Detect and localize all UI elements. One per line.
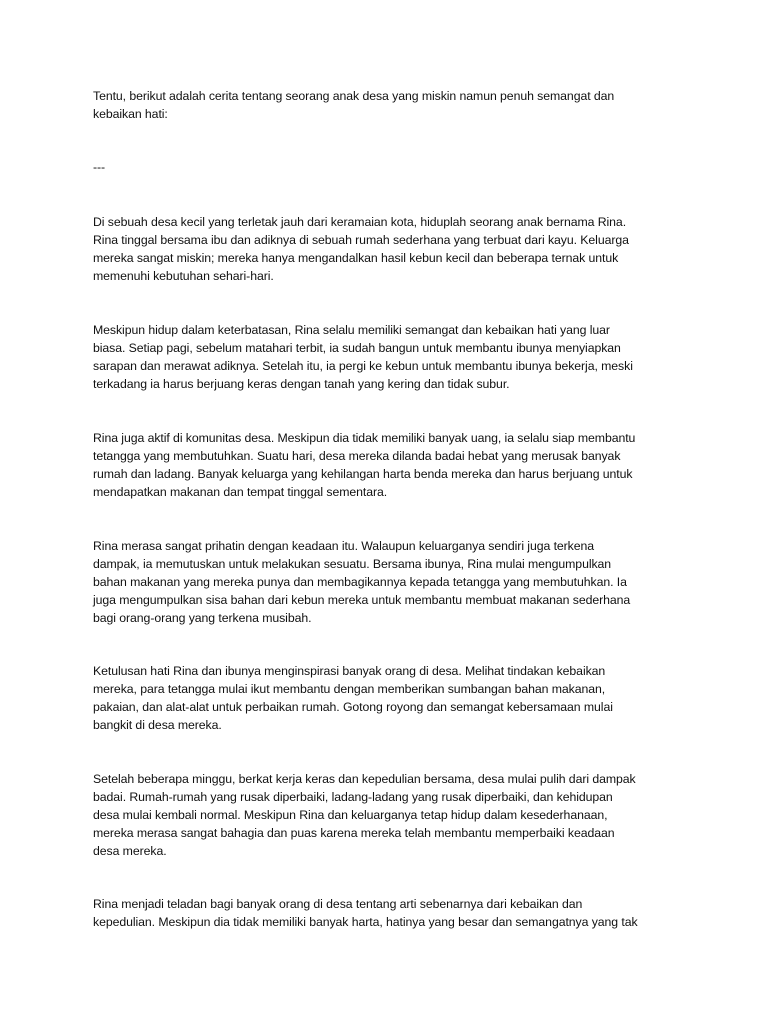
paragraph-line: mereka, para tetangga mulai ikut membantu dengan memberikan sumbangan bahan makanan, — [93, 682, 606, 696]
paragraph-line: juga mengumpulkan sisa bahan dari kebun mereka untuk membantu membuat makanan sederhana — [93, 593, 631, 607]
paragraph-line: rumah dan ladang. Banyak keluarga yang kehilangan harta benda mereka dan harus berjuang untuk — [93, 467, 633, 481]
paragraph-line: tetangga yang membutuhkan. Suatu hari, desa mereka dilanda badai hebat yang merusak banyak — [93, 449, 621, 463]
paragraph-line: bagi orang-orang yang terkena musibah. — [93, 611, 312, 625]
paragraph-line: mereka merasa sangat bahagia dan puas karena mereka telah membantu memperbaiki keadaan — [93, 826, 615, 840]
paragraph-line: biasa. Setiap pagi, sebelum matahari terbit, ia sudah bangun untuk membantu ibunya menyiapkan — [93, 341, 621, 355]
paragraph-line: Rina tinggal bersama ibu dan adiknya di sebuah rumah sederhana yang terbuat dari kayu. Keluarga — [93, 233, 629, 247]
separator: --- — [93, 160, 106, 174]
paragraph-line: Rina menjadi teladan bagi banyak orang di desa tentang arti sebenarnya dari kebaikan dan — [93, 897, 583, 911]
paragraph-line: terkadang ia harus berjuang keras dengan tanah yang kering dan tidak subur. — [93, 377, 510, 391]
paragraph-line: Setelah beberapa minggu, berkat kerja keras dan kepedulian bersama, desa mulai pulih dari dampak — [93, 772, 636, 786]
paragraph-line: Rina juga aktif di komunitas desa. Meskipun dia tidak memiliki banyak uang, ia selalu siap membantu — [93, 431, 636, 445]
paragraph-line: bahan makanan yang mereka punya dan membagikannya kepada tetangga yang membutuhkan. Ia — [93, 575, 627, 589]
intro-line: kebaikan hati: — [93, 107, 168, 121]
paragraph-line: desa mereka. — [93, 844, 167, 858]
paragraph-line: Di sebuah desa kecil yang terletak jauh dari keramaian kota, hiduplah seorang anak bernama Rina. — [93, 215, 627, 229]
paragraph-line: kepedulian. Meskipun dia tidak memiliki banyak harta, hatinya yang besar dan semangatnya yang tak — [93, 915, 638, 929]
paragraph-line: mereka sangat miskin; mereka hanya mengandalkan hasil kebun kecil dan beberapa ternak untuk — [93, 251, 619, 265]
paragraph-line: Ketulusan hati Rina dan ibunya menginspirasi banyak orang di desa. Melihat tindakan kebaikan — [93, 664, 606, 678]
intro-line: Tentu, berikut adalah cerita tentang seorang anak desa yang miskin namun penuh semangat dan — [93, 89, 615, 103]
paragraph-line: badai. Rumah-rumah yang rusak diperbaiki, ladang-ladang yang rusak diperbaiki, dan kehidupan — [93, 790, 613, 804]
paragraph-line: desa mulai kembali normal. Meskipun Rina dan keluarganya tetap hidup dalam kesederhanaan, — [93, 808, 608, 822]
paragraph-line: Meskipun hidup dalam keterbatasan, Rina selalu memiliki semangat dan kebaikan hati yang luar — [93, 323, 610, 337]
paragraph-line: bangkit di desa mereka. — [93, 718, 222, 732]
paragraph-line: memenuhi kebutuhan sehari-hari. — [93, 269, 274, 283]
paragraph-line: dampak, ia memutuskan untuk melakukan sesuatu. Bersama ibunya, Rina mulai mengumpulkan — [93, 557, 612, 571]
paragraph-line: sarapan dan merawat adiknya. Setelah itu, ia pergi ke kebun untuk membantu ibunya bekerja, meski — [93, 359, 633, 373]
paragraph-line: Rina merasa sangat prihatin dengan keadaan itu. Walaupun keluarganya sendiri juga terkena — [93, 539, 595, 553]
paragraph-line: mendapatkan makanan dan tempat tinggal sementara. — [93, 485, 388, 499]
paragraph-line: pakaian, dan alat-alat untuk perbaikan rumah. Gotong royong dan semangat kebersamaan mulai — [93, 700, 613, 714]
